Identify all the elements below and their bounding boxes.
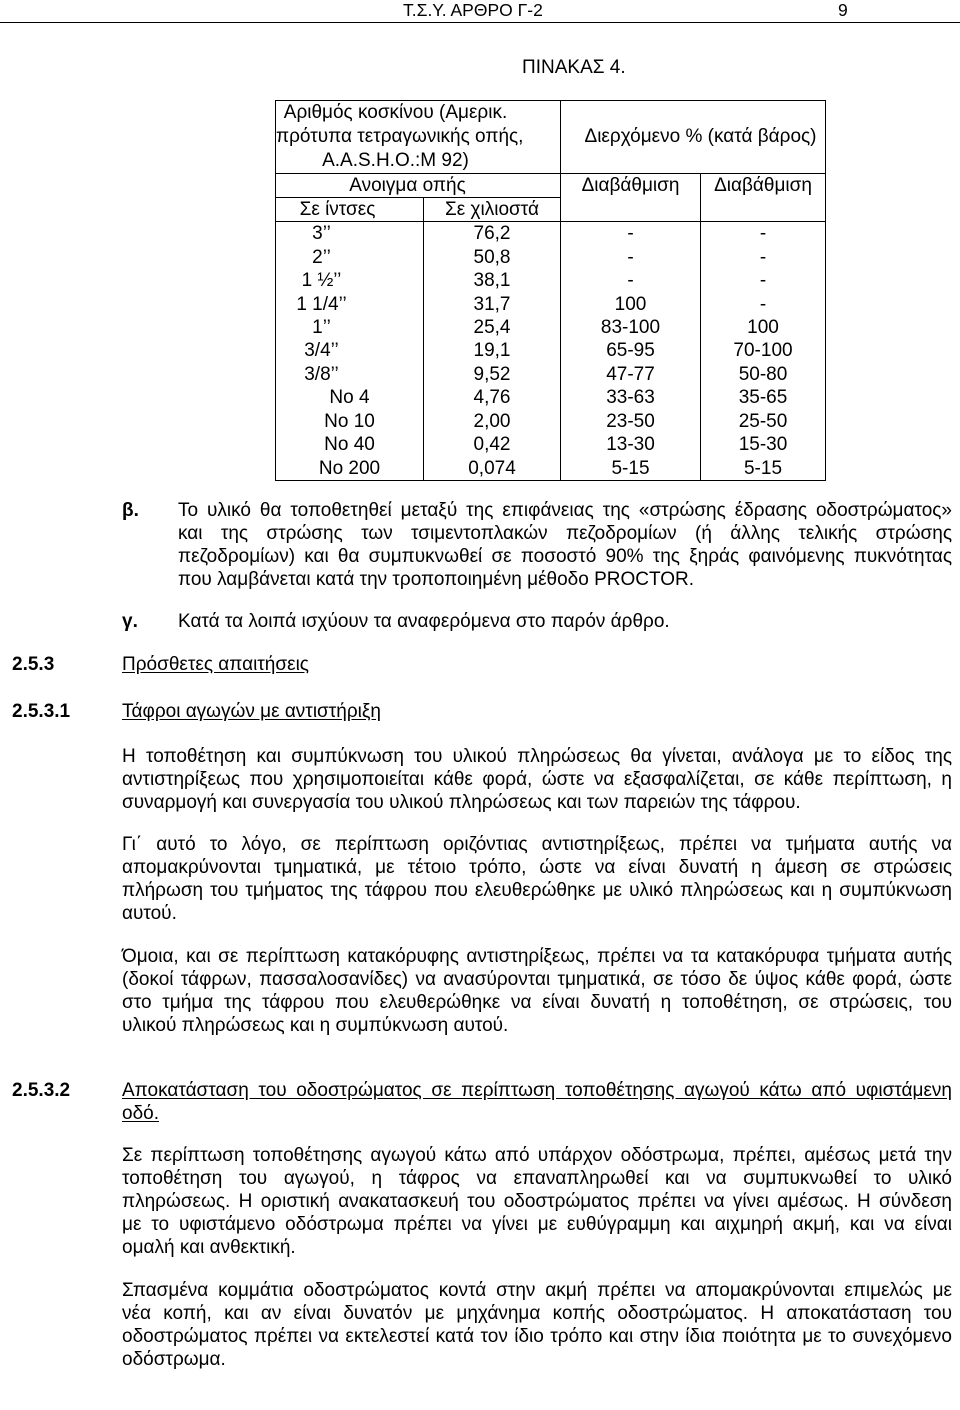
cell-grading-1: 23-50 [561,410,701,433]
cell-grading-1: 83-100 [561,316,701,339]
table-body [276,222,826,481]
cell-inches: No 40 [276,433,424,456]
cell-grading-2: 50-80 [701,363,826,386]
cell-inches: 1 1/4’’ [276,292,424,315]
cell-inches: No 4 [276,386,424,409]
cell-grading-2: - [701,269,826,292]
cell-grading-1: 65-95 [561,339,701,362]
subsection-title-line: Αποκατάσταση του οδοστρώματος σε περίπτωση τοποθέτησης αγωγού κάτω από υφιστάμενη [122,1079,952,1101]
paragraph-line: οδοστρώματος πρέπει να εκτελεστεί κατά τον ίδιο τρόπο και στην ίδια ποιότητα με το συνεχόμενο [122,1325,952,1347]
cell-millimeters: 25,4 [424,316,561,339]
cell-grading-1: 13-30 [561,433,701,456]
cell-millimeters: 38,1 [424,269,561,292]
table-row [276,316,826,339]
paragraph-line: συναρμογή και συνεργασία του υλικού πληρώσεως και των παρειών της τάφρου. [122,791,801,813]
paragraph-line: Η τοποθέτηση και συμπύκνωση του υλικού πληρώσεως θα γίνεται, ανάλογα με το είδος της [122,745,952,767]
paragraph [122,833,952,925]
passing-percent-header: Διερχόμενο % (κατά βάρος) [561,101,826,174]
cell-grading-2: 15-30 [701,433,826,456]
paragraph-line: (δοκοί τάφρων, πασσαλοσανίδες) να ανασύρονται τμηματικά, σε τόσο δε ύψος κάθε φορά, ώστε [122,968,952,990]
cell-millimeters: 2,00 [424,410,561,433]
paragraph-line: και της στρώσης των τσιμεντοπλακών πεζοδρομίων (ή άλλης τελικής στρώσης [178,522,952,544]
paragraph [122,745,952,814]
inches-header: Σε ίντσες [276,198,424,222]
millimeters-header: Σε χιλιοστά [424,198,561,222]
paragraph-line: Όμοια, και σε περίπτωση κατακόρυφης αντιστηρίξεως, πρέπει να τα κατακόρυφα τμήματα αυτής [122,945,952,967]
subsection-title: Τάφροι αγωγών με αντιστήριξη [122,700,381,722]
paragraph-line: που λαμβάνεται κατά την τροποποιημένη μέθοδο PROCTOR. [178,568,695,590]
running-header-title: Τ.Σ.Υ. ΑΡΘΡΟ Γ-2 [403,0,543,20]
paragraph-line: οδόστρωμα. [122,1348,226,1370]
paragraph-line: τοποθέτηση του αγωγού, η τάφρος να επαναπληρωθεί και να συμπυκνωθεί το υλικό [122,1167,952,1189]
grading-2-header: Διαβάθμιση [701,174,826,222]
page-number: 9 [838,0,848,20]
cell-inches: 3’’ [276,222,424,246]
cell-inches: 1 ½’’ [276,269,424,292]
paragraph-line: αντιστηρίξεως που χρησιμοποιείται κάθε φορά, ώστε να εξασφαλίζεται, σε κάθε περίπτωση, η [122,768,952,790]
paragraph-line: στο τμήμα της τάφρου που ελευθερώθηκε να είναι δυνατή η τοποθέτηση, σε στρώσεις, του [122,991,952,1013]
paragraph-line: απομακρύνονται τμηματικά, με τέτοιο τρόπο, ώστε να είναι δυνατή η άμεση σε στρώσεις [122,856,952,878]
cell-inches: 1’’ [276,316,424,339]
cell-grading-2: - [701,245,826,268]
cell-grading-1: 100 [561,292,701,315]
cell-grading-2: 100 [701,316,826,339]
sieve-number-header [276,101,561,174]
subsection-title-line: οδό. [122,1102,159,1124]
paragraph-line: πληρώσεως. Η οριστική ανακατασκευή του οδοστρώματος πρέπει να γίνει αμέσως. Η σύνδεση [122,1190,952,1212]
paragraph-line: πεζοδρομίων) και θα συμπυκνωθεί σε ποσοστό 90% της ξηράς φαινόμενης πυκνότητας [178,545,952,567]
table-row [276,222,826,246]
table-row [276,456,826,480]
table-row [276,433,826,456]
item-c-label: γ. [122,610,138,632]
paragraph-line: Σε περίπτωση τοποθέτησης αγωγού κάτω από υπάρχον οδόστρωμα, πρέπει, αμέσως μετά την [122,1144,952,1166]
cell-inches: 2’’ [276,245,424,268]
cell-inches: 3/8’’ [276,363,424,386]
sieve-grading-table [275,100,826,481]
table-row [276,410,826,433]
table-header-row [276,101,826,174]
cell-millimeters: 0,074 [424,456,561,480]
paragraph-line: Το υλικό θα τοποθετηθεί μεταξύ της επιφάνειας της «στρώσης έδρασης οδοστρώματος» [178,499,952,521]
table-row [276,339,826,362]
cell-millimeters: 76,2 [424,222,561,246]
grading-1-header: Διαβάθμιση [561,174,701,222]
cell-grading-2: 70-100 [701,339,826,362]
cell-grading-1: - [561,245,701,268]
subsection-number: 2.5.3.2 [12,1079,71,1101]
cell-grading-1: - [561,222,701,246]
subsection-number: 2.5.3.1 [12,700,71,722]
cell-grading-2: 35-65 [701,386,826,409]
cell-grading-2: 5-15 [701,456,826,480]
cell-millimeters: 50,8 [424,245,561,268]
paragraph-line: νέα κοπή, και αν είναι δυνατόν με μηχάνημα κοπής οδοστρώματος. Η αποκατάσταση του [122,1302,952,1324]
paragraph-line: πλήρωση του τμήματος της τάφρου που ελευθερώθηκε με υλικό πληρώσεως και η συμπύκνωση [122,879,952,901]
table-row [276,363,826,386]
item-c-text: Κατά τα λοιπά ισχύουν τα αναφερόμενα στο παρόν άρθρο. [178,610,670,632]
table-header-row [276,174,826,198]
paragraph [122,1279,952,1371]
cell-grading-2: - [701,292,826,315]
cell-millimeters: 0,42 [424,433,561,456]
cell-grading-2: - [701,222,826,246]
cell-grading-2: 25-50 [701,410,826,433]
item-b-label: β. [122,499,139,521]
table-head [276,101,826,222]
table-row [276,245,826,268]
sieve-header-line: Αριθμός κοσκίνου (Αμερικ. [283,102,508,123]
paragraph-line: αυτού. [122,902,177,924]
cell-millimeters: 31,7 [424,292,561,315]
paragraph-line: Σπασμένα κομμάτια οδοστρώματος κοντά στην ακμή πρέπει να απομακρύνονται επιμελώς με [122,1279,952,1301]
item-b-paragraph [178,499,952,591]
section-number: 2.5.3 [12,653,55,675]
table-caption: ΠΙΝΑΚΑΣ 4. [522,57,626,78]
cell-millimeters: 4,76 [424,386,561,409]
sieve-header-line: A.A.S.H.O.:M 92) [322,150,469,171]
cell-grading-1: 33-63 [561,386,701,409]
table-row [276,386,826,409]
cell-grading-1: - [561,269,701,292]
header-rule [0,22,960,23]
paragraph-line: υλικού πληρώσεως και η συμπύκνωση αυτού. [122,1014,509,1036]
cell-grading-1: 5-15 [561,456,701,480]
opening-header: Ανοιγμα οπής [276,174,561,198]
sieve-header-line: πρότυπα τετραγωνικής οπής, [276,126,524,147]
cell-inches: No 200 [276,456,424,480]
paragraph [122,945,952,1037]
paragraph-line: με το υφιστάμενο οδόστρωμα πρέπει να γίνει με ευθύγραμμη και αιχμηρή ακμή, και να είναι [122,1213,952,1235]
table-row [276,269,826,292]
cell-inches: No 10 [276,410,424,433]
subsection-title [122,1079,952,1125]
paragraph [122,1144,952,1259]
cell-millimeters: 9,52 [424,363,561,386]
cell-inches: 3/4’’ [276,339,424,362]
cell-millimeters: 19,1 [424,339,561,362]
cell-grading-1: 47-77 [561,363,701,386]
section-title: Πρόσθετες απαιτήσεις [122,653,309,675]
table-row [276,292,826,315]
paragraph-line: Γι΄ αυτό το λόγο, σε περίπτωση οριζόντιας αντιστηρίξεως, πρέπει να τμήματα αυτής να [122,833,952,855]
paragraph-line: ομαλή και ανθεκτική. [122,1236,296,1258]
